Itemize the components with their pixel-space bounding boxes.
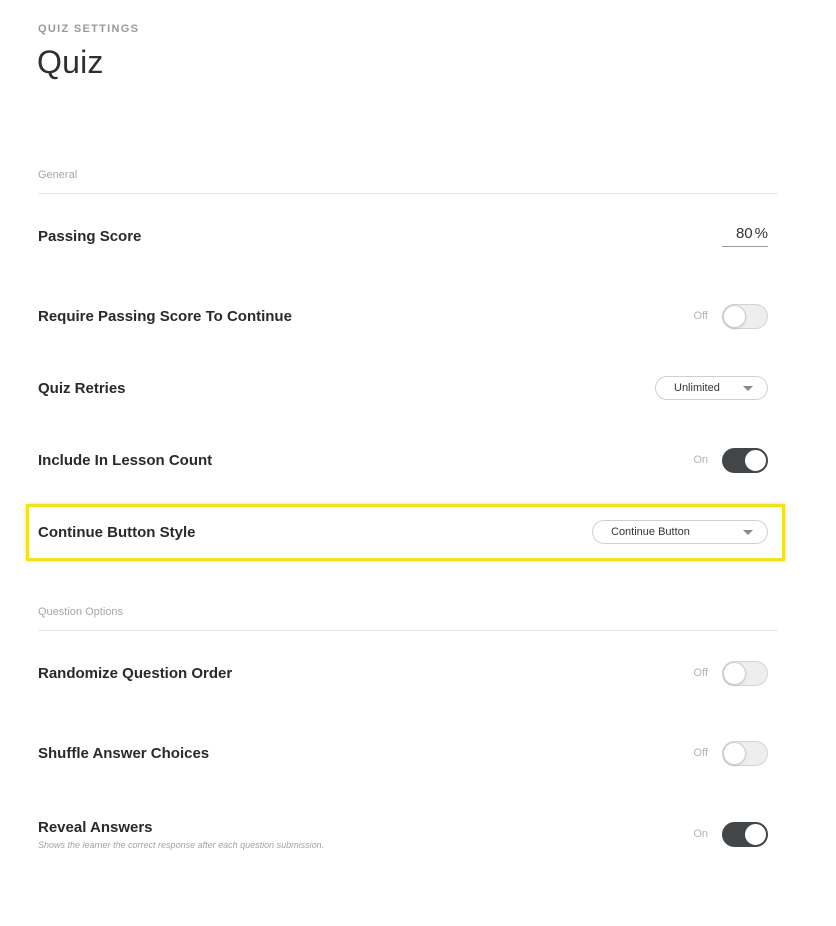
setting-row-continue-button-style [38, 509, 768, 555]
continue-button-style-label: Continue Button Style [38, 523, 196, 541]
setting-row-shuffle-answers [38, 730, 768, 776]
quiz-retries-dropdown[interactable] [655, 376, 768, 400]
passing-score-unit: % [754, 225, 768, 242]
include-lesson-count-label: Include In Lesson Count [38, 451, 213, 469]
shuffle-answers-toggle[interactable] [722, 741, 768, 766]
passing-score-value[interactable]: 80 [735, 225, 753, 242]
reveal-answers-help: Shows the learner the correct response after each question submission. [38, 839, 325, 850]
chevron-down-icon [743, 386, 753, 391]
shuffle-answers-label: Shuffle Answer Choices [38, 744, 210, 762]
toggle-state-text: Off [693, 667, 708, 679]
randomize-order-toggle-group [694, 661, 768, 686]
toggle-knob [744, 449, 767, 472]
section-general [38, 169, 778, 194]
toggle-state-text: On [693, 454, 708, 466]
quiz-retries-label: Quiz Retries [38, 379, 126, 397]
require-passing-toggle[interactable] [722, 304, 768, 329]
setting-row-randomize-order [38, 650, 768, 696]
reveal-answers-label-group [38, 819, 324, 850]
setting-row-include-lesson-count [38, 437, 768, 483]
quiz-retries-selected: Unlimited [674, 382, 720, 394]
require-passing-label: Require Passing Score To Continue [38, 307, 292, 325]
passing-score-input[interactable] [722, 225, 768, 247]
continue-button-style-dropdown[interactable] [592, 520, 768, 544]
require-passing-toggle-group [694, 304, 768, 329]
shuffle-answers-toggle-group [694, 741, 768, 766]
section-question-options [38, 606, 778, 631]
toggle-knob [744, 823, 767, 846]
toggle-state-text: Off [693, 310, 708, 322]
setting-row-require-passing [38, 293, 768, 339]
section-label-question-options: Question Options [38, 606, 778, 631]
toggle-knob [723, 305, 746, 328]
toggle-knob [723, 662, 746, 685]
page-title: Quiz [37, 44, 104, 80]
section-label-general: General [38, 169, 778, 194]
setting-row-reveal-answers [38, 811, 768, 857]
setting-row-passing-score [38, 213, 768, 259]
randomize-order-toggle[interactable] [722, 661, 768, 686]
page-eyebrow: QUIZ SETTINGS [38, 23, 140, 35]
toggle-state-text: Off [693, 747, 708, 759]
setting-row-quiz-retries [38, 365, 768, 411]
randomize-order-label: Randomize Question Order [38, 664, 233, 682]
include-lesson-count-toggle-group [693, 448, 768, 473]
reveal-answers-toggle[interactable] [722, 822, 768, 847]
include-lesson-count-toggle[interactable] [722, 448, 768, 473]
toggle-state-text: On [693, 828, 708, 840]
reveal-answers-toggle-group [693, 822, 768, 847]
toggle-knob [723, 742, 746, 765]
continue-button-style-selected: Continue Button [611, 526, 690, 538]
reveal-answers-label: Reveal Answers [38, 818, 153, 836]
passing-score-label: Passing Score [38, 227, 142, 245]
chevron-down-icon [743, 530, 753, 535]
